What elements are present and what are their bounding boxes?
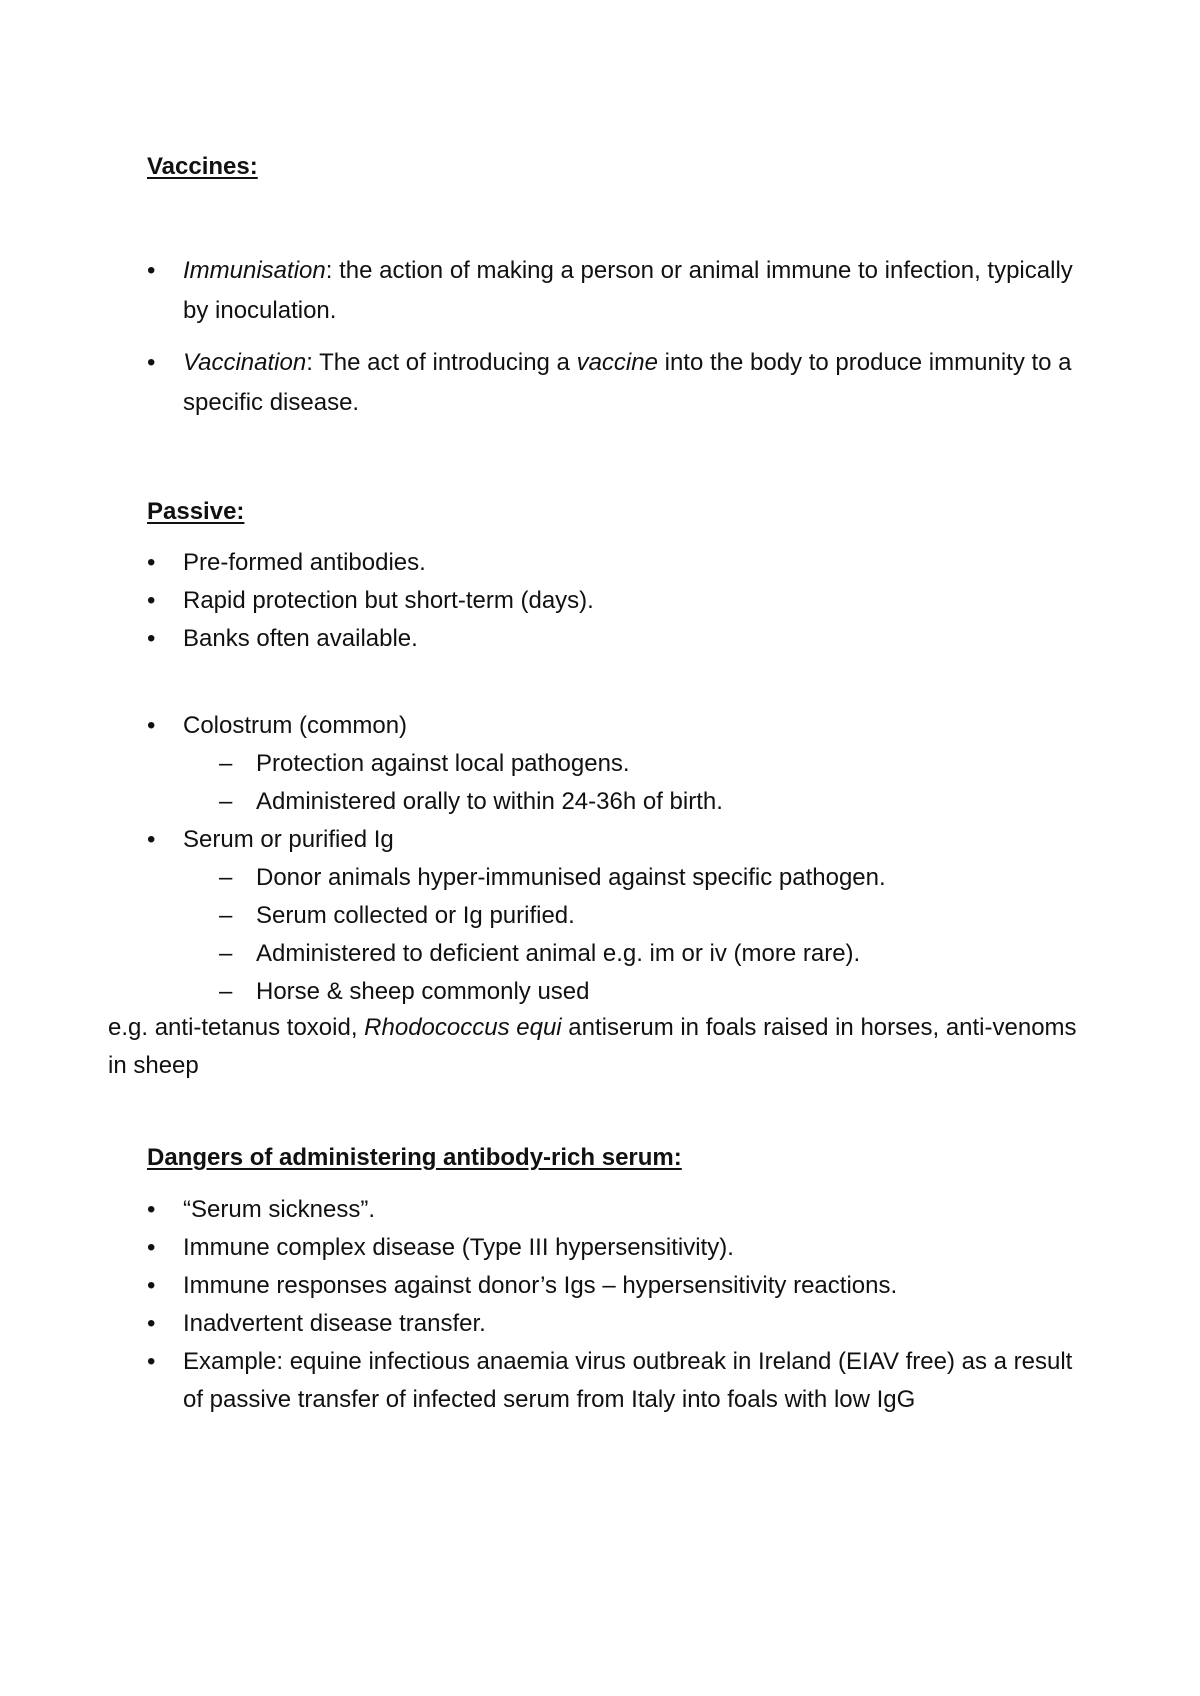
term-vaccine: vaccine <box>576 349 658 376</box>
example-organism: Rhodococcus equi <box>364 1014 562 1041</box>
sub-list-item: – Serum collected or Ig purified. <box>219 897 1077 935</box>
source-colostrum-label: Colostrum (common) <box>183 712 408 739</box>
vaccines-definition-list <box>147 251 1077 423</box>
list-item: • Banks often available. <box>147 620 1077 658</box>
source-colostrum <box>147 707 1077 821</box>
list-item: • Immune complex disease (Type III hypersensitivity). <box>147 1229 1077 1267</box>
term-vaccination: Vaccination <box>183 349 307 376</box>
definition-vaccination <box>147 343 1077 423</box>
sub-list-item: – Donor animals hyper-immunised against specific pathogen. <box>219 859 1077 897</box>
passive-sources-list <box>147 707 1077 1011</box>
list-item: • “Serum sickness”. <box>147 1191 1077 1229</box>
list-item: • Rapid protection but short-term (days). <box>147 582 1077 620</box>
list-item: • Example: equine infectious anaemia virus outbreak in Ireland (EIAV free) as a result of passive transfer of infected serum from Italy into foals with low IgG <box>147 1343 1077 1419</box>
serum-sublist <box>183 859 1077 1011</box>
vaccines-heading: Vaccines: <box>147 153 258 180</box>
term-immunisation: Immunisation <box>183 257 326 284</box>
sub-list-item: – Administered orally to within 24-36h of birth. <box>219 783 1077 821</box>
dangers-list <box>147 1191 1077 1419</box>
dangers-heading: Dangers of administering antibody-rich serum: <box>147 1144 682 1171</box>
source-serum <box>147 821 1077 1011</box>
sub-list-item: – Protection against local pathogens. <box>219 745 1077 783</box>
source-serum-label: Serum or purified Ig <box>183 826 394 853</box>
example-prefix: e.g. anti-tetanus toxoid, <box>108 1014 365 1041</box>
example-suffix: antiserum in foals raised in horses, anti-venoms in sheep <box>108 1014 1077 1079</box>
passive-heading: Passive: <box>147 498 245 525</box>
list-item: • Pre-formed antibodies. <box>147 544 1077 582</box>
list-item: • Inadvertent disease transfer. <box>147 1305 1077 1343</box>
definition-immunisation <box>147 251 1077 331</box>
sub-list-item: – Horse & sheep commonly used <box>219 973 1077 1011</box>
colostrum-sublist <box>183 745 1077 821</box>
passive-properties-list <box>147 544 1077 658</box>
list-item: • Immune responses against donor’s Igs – hypersensitivity reactions. <box>147 1267 1077 1305</box>
sub-list-item: – Administered to deficient animal e.g. im or iv (more rare). <box>219 935 1077 973</box>
definition-vaccination-text-b: into the body to produce immunity to a specific disease. <box>183 349 1072 416</box>
definition-immunisation-text: : the action of making a person or animal immune to infection, typically by inoculation. <box>183 257 1073 324</box>
passive-example-paragraph <box>108 1009 1078 1085</box>
definition-vaccination-text-a: : The act of introducing a <box>306 349 577 376</box>
